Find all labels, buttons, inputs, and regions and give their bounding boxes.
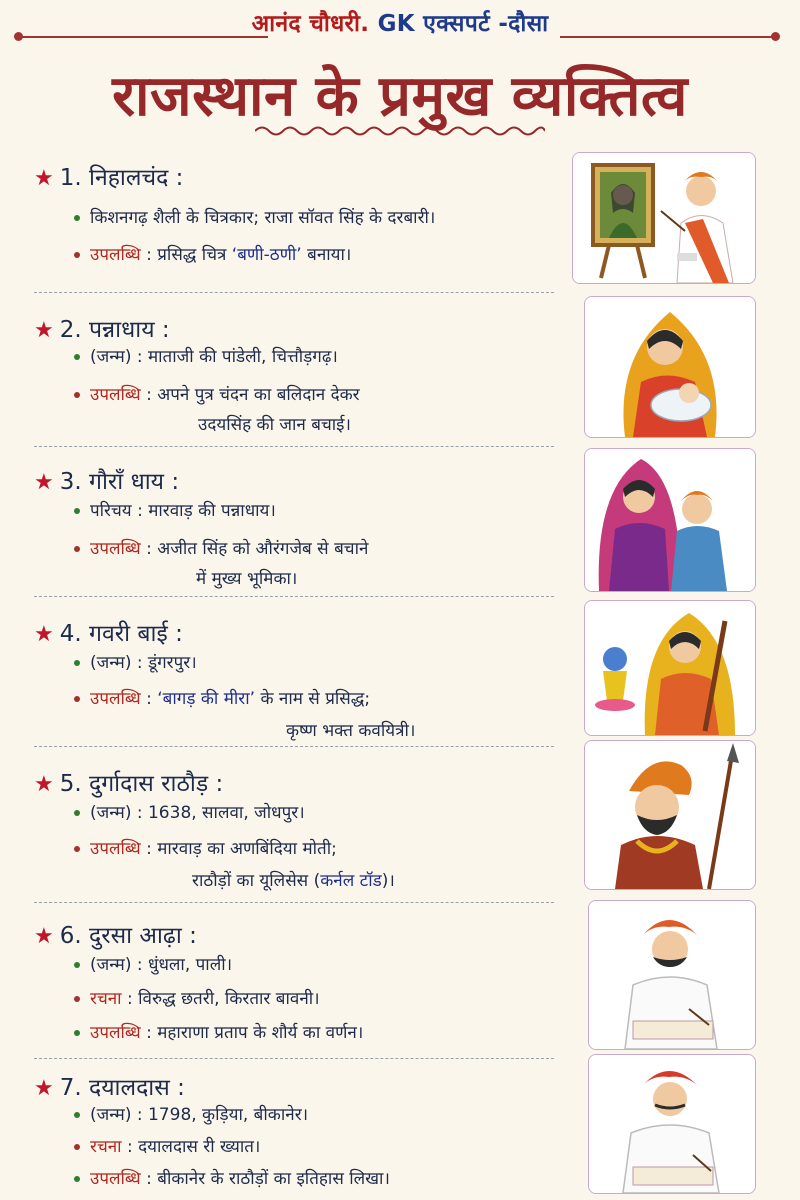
section-divider: [34, 596, 554, 597]
star-icon: ★: [34, 470, 54, 495]
warrior-spear-image: [584, 740, 756, 890]
section-1-heading: ★ 1. निहालचंद :: [34, 165, 184, 191]
historian-writing-image: [588, 1054, 756, 1194]
poetess-krishna-image: [584, 600, 756, 736]
section-4-heading: ★ 4. गवरी बाई :: [34, 621, 183, 647]
section-5-line-2-continued: राठौड़ों का यूलिसेस (कर्नल टॉड)।: [192, 871, 395, 891]
bullet-icon: [74, 508, 80, 514]
star-icon: ★: [34, 622, 54, 647]
section-6-heading: ★ 6. दुरसा आढ़ा :: [34, 923, 197, 949]
section-4-line-1: (जन्म) : डूंगरपुर।: [74, 652, 197, 674]
brand-name: GK एक्सपर्ट -दौसा: [377, 11, 549, 37]
bullet-icon: [74, 1176, 80, 1182]
section-divider: [34, 746, 554, 747]
bullet-icon: [74, 996, 80, 1002]
woman-boy-icon: [585, 449, 755, 591]
section-2-line-1: (जन्म) : माताजी की पांडेली, चित्तौड़गढ़।: [74, 346, 338, 368]
title-underline-wave: [255, 124, 545, 138]
painter-portrait-icon: [573, 153, 755, 283]
bullet-icon: [74, 1112, 80, 1118]
bullet-icon: [74, 354, 80, 360]
star-icon: ★: [34, 772, 54, 797]
bullet-icon: [74, 215, 80, 221]
bullet-icon: [74, 696, 80, 702]
bullet-icon: [74, 252, 80, 258]
section-5-heading: ★ 5. दुर्गादास राठौड़ :: [34, 771, 224, 797]
bullet-icon: [74, 660, 80, 666]
section-4-line-2-continued: कृष्ण भक्त कवयित्री।: [286, 721, 416, 741]
historian-writing-icon: [589, 1055, 755, 1193]
bullet-icon: [74, 392, 80, 398]
star-icon: ★: [34, 166, 54, 191]
bullet-icon: [74, 1030, 80, 1036]
bullet-icon: [74, 846, 80, 852]
mother-child-icon: [585, 297, 755, 437]
section-7-line-2: रचना : दयालदास री ख्यात।: [74, 1136, 260, 1158]
section-4-line-2: उपलब्धि : ‘बागड़ की मीरा’ के नाम से प्रसिद्ध;: [74, 688, 370, 710]
section-2-line-2: उपलब्धि : अपने पुत्र चंदन का बलिदान देकर: [74, 384, 360, 406]
star-icon: ★: [34, 924, 54, 949]
section-divider: [34, 292, 554, 293]
section-divider: [34, 1058, 554, 1059]
poet-writing-image: [588, 900, 756, 1050]
section-3-line-2-continued: में मुख्य भूमिका।: [196, 569, 298, 589]
poet-writing-icon: [589, 901, 755, 1049]
star-icon: ★: [34, 1076, 54, 1101]
section-7-heading: ★ 7. दयालदास :: [34, 1075, 185, 1101]
section-5-line-2: उपलब्धि : मारवाड़ का अणबिंदिया मोती;: [74, 838, 337, 860]
section-2-line-2-continued: उदयसिंह की जान बचाई।: [198, 415, 351, 435]
section-divider: [34, 446, 554, 447]
section-2-heading: ★ 2. पन्नाधाय :: [34, 317, 170, 343]
mother-child-image: [584, 296, 756, 438]
page-title: राजस्थान के प्रमुख व्यक्तित्व: [112, 63, 688, 129]
painter-portrait-image: [572, 152, 756, 284]
bullet-icon: [74, 546, 80, 552]
star-icon: ★: [34, 318, 54, 343]
bullet-icon: [74, 962, 80, 968]
section-3-line-2: उपलब्धि : अजीत सिंह को औरंगजेब से बचाने: [74, 538, 368, 560]
section-divider: [34, 902, 554, 903]
section-5-line-1: (जन्म) : 1638, सालवा, जोधपुर।: [74, 802, 305, 824]
bullet-icon: [74, 1144, 80, 1150]
bullet-icon: [74, 810, 80, 816]
author-name: आनंद चौधरी.: [251, 11, 370, 37]
section-7-line-1: (जन्म) : 1798, कुड़िया, बीकानेर।: [74, 1104, 308, 1126]
section-6-line-2: रचना : विरुद्ध छतरी, किरतार बावनी।: [74, 988, 320, 1010]
section-6-line-3: उपलब्धि : महाराणा प्रताप के शौर्य का वर्णन।: [74, 1022, 363, 1044]
section-1-line-1: किशनगढ़ शैली के चित्रकार; राजा सॉवत सिंह के दरबारी।: [74, 207, 435, 229]
poetess-krishna-icon: [585, 601, 755, 735]
section-6-line-1: (जन्म) : धुंधला, पाली।: [74, 954, 232, 976]
section-3-line-1: परिचय : मारवाड़ की पन्नाधाय।: [74, 500, 276, 522]
section-3-heading: ★ 3. गौराँ धाय :: [34, 469, 180, 495]
header-line: [0, 6, 800, 38]
section-1-line-2: उपलब्धि : प्रसिद्ध चित्र ‘बणी-ठणी’ बनाया।: [74, 244, 351, 266]
section-7-line-3: उपलब्धि : बीकानेर के राठौड़ों का इतिहास लिखा।: [74, 1168, 390, 1190]
woman-boy-image: [584, 448, 756, 592]
warrior-spear-icon: [585, 741, 755, 889]
